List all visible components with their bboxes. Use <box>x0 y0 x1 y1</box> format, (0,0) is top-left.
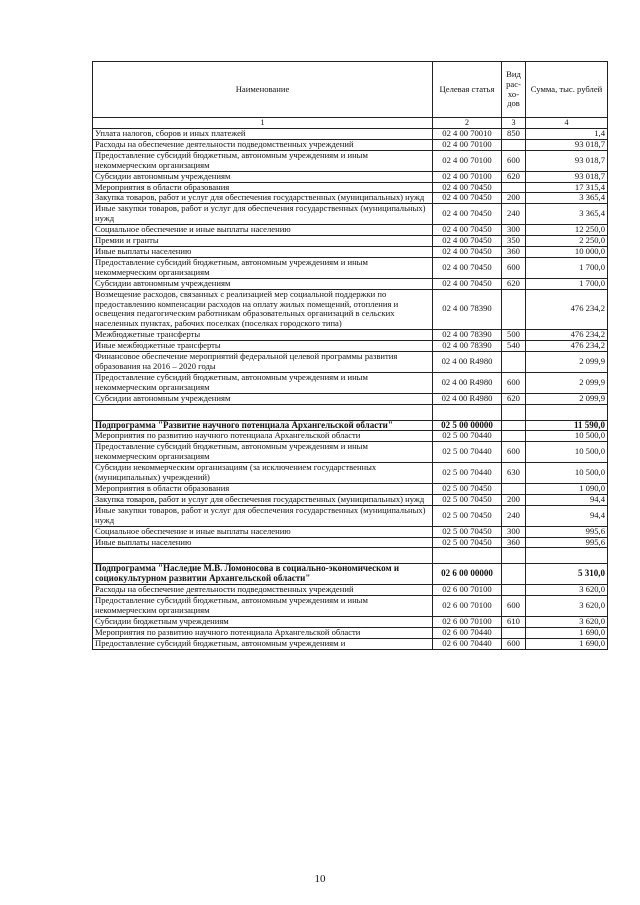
table-row <box>93 494 608 505</box>
table-row <box>93 393 608 404</box>
row-sum: 995,6 <box>526 537 608 548</box>
row-code: 02 4 00 70450 <box>433 246 502 257</box>
spacer-row <box>93 548 608 564</box>
table-row <box>93 596 608 617</box>
row-code: 02 5 00 70450 <box>433 505 502 526</box>
header-sum: Сумма, тыс. рублей <box>526 62 608 118</box>
budget-table <box>92 61 608 650</box>
table-row <box>93 484 608 495</box>
row-kind: 630 <box>502 463 526 484</box>
table-row <box>93 129 608 140</box>
row-code: 02 4 00 R4980 <box>433 352 502 373</box>
table-row <box>93 463 608 484</box>
row-sum: 10 500,0 <box>526 442 608 463</box>
row-name: Субсидии бюджетным учреждениям <box>93 616 433 627</box>
row-name <box>93 404 433 420</box>
row-name: Предоставление субсидий бюджетным, автономным учреждениям и иным некоммерческим организациям <box>93 442 433 463</box>
row-sum: 476 234,2 <box>526 330 608 341</box>
table-row <box>93 204 608 225</box>
table-row <box>93 638 608 649</box>
row-kind: 850 <box>502 129 526 140</box>
row-kind: 200 <box>502 193 526 204</box>
row-kind <box>502 585 526 596</box>
row-sum: 93 018,7 <box>526 139 608 150</box>
row-kind: 350 <box>502 236 526 247</box>
table-row <box>93 442 608 463</box>
table-row <box>93 526 608 537</box>
row-kind: 360 <box>502 537 526 548</box>
subprogram-row <box>93 420 608 431</box>
row-sum: 3 620,0 <box>526 616 608 627</box>
row-name: Предоставление субсидий бюджетным, автономным учреждениям и иным некоммерческим организациям <box>93 372 433 393</box>
row-sum: 1 690,0 <box>526 638 608 649</box>
row-code: 02 4 00 70010 <box>433 129 502 140</box>
row-code: 02 4 00 70450 <box>433 182 502 193</box>
row-kind: 500 <box>502 330 526 341</box>
row-kind <box>502 484 526 495</box>
row-sum: 3 620,0 <box>526 585 608 596</box>
table-row <box>93 278 608 289</box>
row-name: Социальное обеспечение и иные выплаты населению <box>93 225 433 236</box>
row-sum: 995,6 <box>526 526 608 537</box>
row-sum: 17 315,4 <box>526 182 608 193</box>
row-kind <box>502 420 526 431</box>
row-kind: 620 <box>502 393 526 404</box>
table-row <box>93 431 608 442</box>
row-sum: 93 018,7 <box>526 171 608 182</box>
row-name: Закупка товаров, работ и услуг для обеспечения государственных (муниципальных) нужд <box>93 494 433 505</box>
row-name: Предоставление субсидий бюджетным, автономным учреждениям и иным некоммерческим организациям <box>93 596 433 617</box>
row-name: Иные выплаты населению <box>93 246 433 257</box>
row-kind: 620 <box>502 171 526 182</box>
row-name: Предоставление субсидий бюджетным, автономным учреждениям и иным некоммерческим организациям <box>93 257 433 278</box>
row-name: Предоставление субсидий бюджетным, автономным учреждениям и иным некоммерческим организациям <box>93 150 433 171</box>
row-code: 02 4 00 78390 <box>433 341 502 352</box>
row-code: 02 5 00 70450 <box>433 537 502 548</box>
row-sum: 11 590,0 <box>526 420 608 431</box>
row-code: 02 5 00 70440 <box>433 442 502 463</box>
row-code: 02 4 00 70450 <box>433 204 502 225</box>
row-code: 02 5 00 00000 <box>433 420 502 431</box>
row-code: 02 6 00 70440 <box>433 638 502 649</box>
table-row <box>93 352 608 373</box>
row-kind <box>502 352 526 373</box>
row-name: Мероприятия по развитию научного потенциала Архангельской области <box>93 431 433 442</box>
table-row <box>93 289 608 330</box>
row-sum <box>526 404 608 420</box>
row-sum: 2 250,0 <box>526 236 608 247</box>
row-code: 02 5 00 70450 <box>433 526 502 537</box>
row-sum: 1 700,0 <box>526 257 608 278</box>
header-code: Целевая статья <box>433 62 502 118</box>
row-kind: 240 <box>502 204 526 225</box>
row-code: 02 5 00 70450 <box>433 494 502 505</box>
row-name: Мероприятия в области образования <box>93 484 433 495</box>
row-code <box>433 404 502 420</box>
row-kind <box>502 431 526 442</box>
row-kind: 600 <box>502 372 526 393</box>
row-code: 02 5 00 70440 <box>433 463 502 484</box>
row-sum <box>526 548 608 564</box>
row-code: 02 4 00 78390 <box>433 289 502 330</box>
row-code: 02 4 00 R4980 <box>433 372 502 393</box>
row-kind <box>502 564 526 585</box>
row-kind: 600 <box>502 257 526 278</box>
row-code <box>433 548 502 564</box>
row-kind: 620 <box>502 278 526 289</box>
header-row <box>93 62 608 118</box>
row-code: 02 4 00 70450 <box>433 278 502 289</box>
column-number: 3 <box>502 118 526 129</box>
table-row <box>93 330 608 341</box>
row-kind: 540 <box>502 341 526 352</box>
row-name: Возмещение расходов, связанных с реализацией мер социальной поддержки по предоставлению компенсации расходов на оплату жилых помещений, отопления и освещения педагогическим работникам образовательных организаций в сельских населенных пунктах, рабочих поселках (поселках городского типа) <box>93 289 433 330</box>
row-name <box>93 548 433 564</box>
row-name: Иные закупки товаров, работ и услуг для обеспечения государственных (муниципальных) нужд <box>93 505 433 526</box>
row-code: 02 4 00 70450 <box>433 236 502 247</box>
row-code: 02 6 00 70100 <box>433 596 502 617</box>
row-kind: 610 <box>502 616 526 627</box>
row-sum: 94,4 <box>526 505 608 526</box>
row-sum: 3 620,0 <box>526 596 608 617</box>
table-row <box>93 372 608 393</box>
row-name: Подпрограмма "Развитие научного потенциала Архангельской области" <box>93 420 433 431</box>
row-name: Межбюджетные трансферты <box>93 330 433 341</box>
row-kind <box>502 627 526 638</box>
row-kind <box>502 182 526 193</box>
row-sum: 476 234,2 <box>526 341 608 352</box>
row-sum: 12 250,0 <box>526 225 608 236</box>
subprogram-row <box>93 564 608 585</box>
row-sum: 2 099,9 <box>526 352 608 373</box>
row-name: Субсидии автономным учреждениям <box>93 278 433 289</box>
row-code: 02 4 00 70450 <box>433 225 502 236</box>
row-kind: 600 <box>502 638 526 649</box>
table-row <box>93 341 608 352</box>
row-kind <box>502 139 526 150</box>
table-row <box>93 236 608 247</box>
row-kind: 200 <box>502 494 526 505</box>
row-code: 02 4 00 70450 <box>433 257 502 278</box>
row-sum: 94,4 <box>526 494 608 505</box>
row-code: 02 4 00 70450 <box>433 193 502 204</box>
table-row <box>93 537 608 548</box>
column-number: 1 <box>93 118 433 129</box>
row-kind: 600 <box>502 596 526 617</box>
row-sum: 1 700,0 <box>526 278 608 289</box>
row-code: 02 6 00 70440 <box>433 627 502 638</box>
row-sum: 10 500,0 <box>526 463 608 484</box>
row-name: Мероприятия по развитию научного потенциала Архангельской области <box>93 627 433 638</box>
column-number-row <box>93 118 608 129</box>
row-kind <box>502 289 526 330</box>
row-sum: 93 018,7 <box>526 150 608 171</box>
row-sum: 1 690,0 <box>526 627 608 638</box>
row-sum: 3 365,4 <box>526 193 608 204</box>
table-row <box>93 182 608 193</box>
row-kind <box>502 548 526 564</box>
column-number: 4 <box>526 118 608 129</box>
row-name: Финансовое обеспечение мероприятий федеральной целевой программы развития образования на 2016 – 2020 годы <box>93 352 433 373</box>
row-name: Социальное обеспечение и иные выплаты населению <box>93 526 433 537</box>
row-kind: 600 <box>502 442 526 463</box>
row-name: Расходы на обеспечение деятельности подведомственных учреждений <box>93 585 433 596</box>
table-row <box>93 171 608 182</box>
row-name: Иные выплаты населению <box>93 537 433 548</box>
row-code: 02 5 00 70440 <box>433 431 502 442</box>
header-name: Наименование <box>93 62 433 118</box>
row-name: Субсидии некоммерческим организациям (за исключением государственных (муниципальных) учреждений) <box>93 463 433 484</box>
row-code: 02 4 00 70100 <box>433 139 502 150</box>
row-code: 02 6 00 70100 <box>433 585 502 596</box>
table-row <box>93 585 608 596</box>
row-sum: 10 000,0 <box>526 246 608 257</box>
row-sum: 5 310,0 <box>526 564 608 585</box>
row-code: 02 6 00 00000 <box>433 564 502 585</box>
row-code: 02 4 00 70100 <box>433 171 502 182</box>
table-row <box>93 627 608 638</box>
row-name: Уплата налогов, сборов и иных платежей <box>93 129 433 140</box>
row-name: Субсидии автономным учреждениям <box>93 171 433 182</box>
row-code: 02 5 00 70450 <box>433 484 502 495</box>
row-sum: 1,4 <box>526 129 608 140</box>
row-code: 02 4 00 78390 <box>433 330 502 341</box>
page-number: 10 <box>314 873 326 885</box>
row-sum: 2 099,9 <box>526 372 608 393</box>
table-row <box>93 150 608 171</box>
row-code: 02 6 00 70100 <box>433 616 502 627</box>
table-row <box>93 193 608 204</box>
row-name: Мероприятия в области образования <box>93 182 433 193</box>
row-name: Иные межбюджетные трансферты <box>93 341 433 352</box>
row-code: 02 4 00 R4980 <box>433 393 502 404</box>
row-kind <box>502 404 526 420</box>
row-name: Иные закупки товаров, работ и услуг для обеспечения государственных (муниципальных) нужд <box>93 204 433 225</box>
row-name: Премии и гранты <box>93 236 433 247</box>
table-row <box>93 225 608 236</box>
row-kind: 360 <box>502 246 526 257</box>
table-row <box>93 257 608 278</box>
row-name: Подпрограмма "Наследие М.В. Ломоносова в социально-экономическом и социокультурном развитии Архангельской области" <box>93 564 433 585</box>
row-sum: 476 234,2 <box>526 289 608 330</box>
row-name: Предоставление субсидий бюджетным, автономным учреждениям и <box>93 638 433 649</box>
row-sum: 1 090,0 <box>526 484 608 495</box>
table-row <box>93 616 608 627</box>
table-row <box>93 139 608 150</box>
row-name: Субсидии автономным учреждениям <box>93 393 433 404</box>
row-sum: 10 500,0 <box>526 431 608 442</box>
row-kind: 300 <box>502 526 526 537</box>
table-row <box>93 246 608 257</box>
row-sum: 3 365,4 <box>526 204 608 225</box>
row-kind: 600 <box>502 150 526 171</box>
header-kind: Вид рас-хо-дов <box>502 62 526 118</box>
row-name: Закупка товаров, работ и услуг для обеспечения государственных (муниципальных) нужд <box>93 193 433 204</box>
row-sum: 2 099,9 <box>526 393 608 404</box>
row-name: Расходы на обеспечение деятельности подведомственных учреждений <box>93 139 433 150</box>
row-kind: 300 <box>502 225 526 236</box>
column-number: 2 <box>433 118 502 129</box>
table-row <box>93 505 608 526</box>
row-kind: 240 <box>502 505 526 526</box>
spacer-row <box>93 404 608 420</box>
row-code: 02 4 00 70100 <box>433 150 502 171</box>
